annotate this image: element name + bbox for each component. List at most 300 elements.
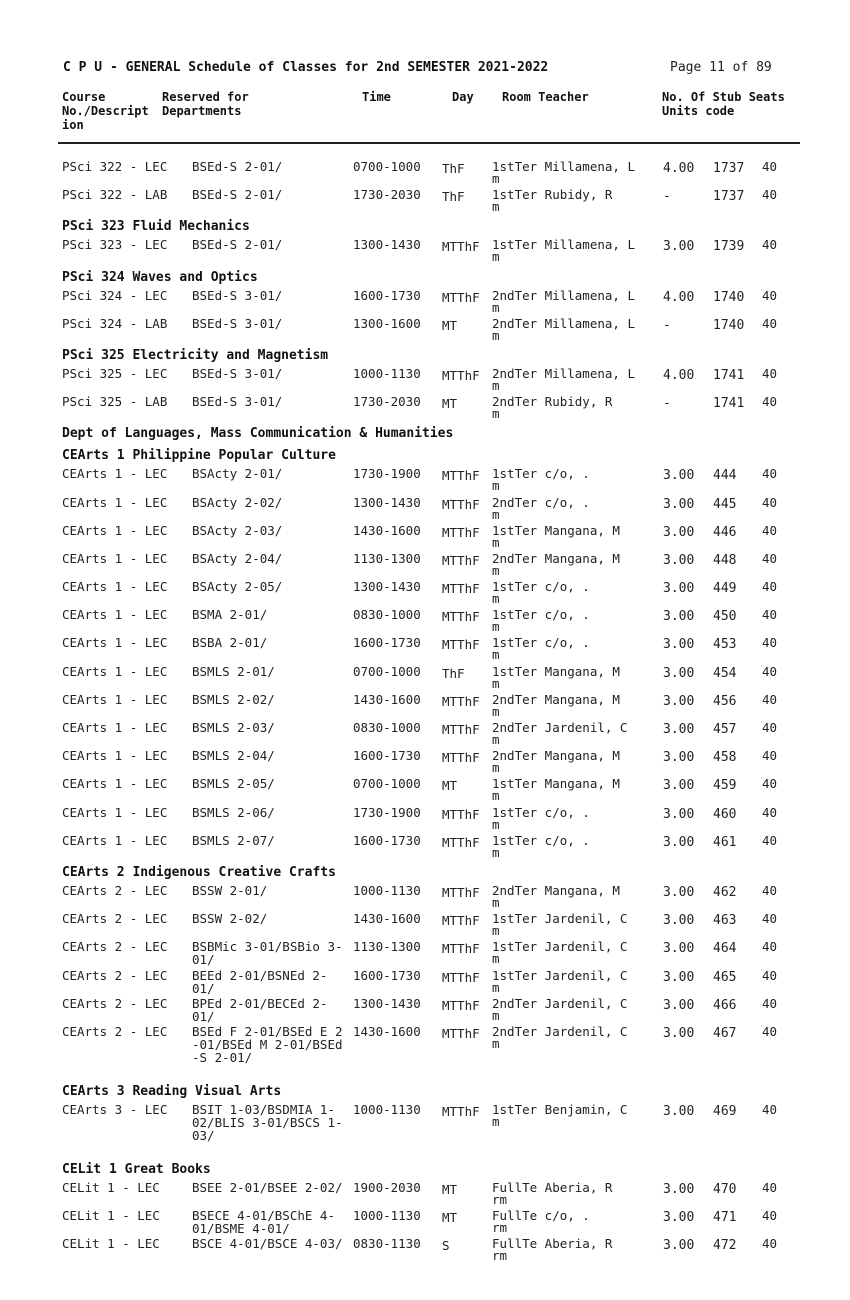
course-cell: CEArts 1 - LEC <box>62 832 168 848</box>
section-heading-text: Dept of Languages, Mass Communication & Humanities <box>62 426 454 442</box>
units-cell: 4.00 <box>663 289 695 305</box>
table-row <box>0 188 850 216</box>
header-day: Day <box>452 90 474 104</box>
reserved-cell: BSEd-S 3-01/ <box>192 287 283 303</box>
room-suffix: m <box>492 760 500 776</box>
time-cell: 1600-1730 <box>353 287 421 303</box>
time-cell: 1000-1130 <box>353 882 421 898</box>
room-teacher-cell: 1stTer Mangana, M <box>492 522 620 538</box>
course-cell: CELit 1 - LEC <box>62 1179 160 1195</box>
room-suffix: m <box>492 951 500 967</box>
time-cell: 1430-1600 <box>353 1023 421 1039</box>
room-teacher-cell: 2ndTer Jardenil, C <box>492 995 628 1011</box>
time-cell: 1300-1430 <box>353 494 421 510</box>
reserved-cell: BSCE 4-01/BSCE 4-03/ <box>192 1236 343 1252</box>
table-row <box>0 1025 850 1081</box>
table-row <box>0 693 850 721</box>
course-cell: CELit 1 - LEC <box>62 1208 160 1224</box>
section-heading <box>0 445 850 467</box>
stub-code-cell: 465 <box>713 969 737 985</box>
table-row <box>0 524 850 552</box>
time-cell: 1130-1300 <box>353 550 421 566</box>
section-heading-text: CELit 1 Great Books <box>62 1161 211 1177</box>
section-heading <box>0 423 850 445</box>
room-suffix: m <box>492 1113 500 1129</box>
room-suffix: m <box>492 506 500 522</box>
stub-code-cell: 453 <box>713 637 737 653</box>
units-cell: 3.00 <box>663 581 695 597</box>
seats-cell: 40 <box>762 776 778 792</box>
stub-code-cell: 446 <box>713 524 737 540</box>
time-cell: 0700-1000 <box>353 776 421 792</box>
section-heading <box>0 862 850 884</box>
table-row <box>0 367 850 395</box>
seats-cell: 40 <box>762 287 778 303</box>
header-reserved: Reserved for Departments <box>162 90 249 118</box>
room-teacher-cell: 2ndTer Mangana, M <box>492 691 620 707</box>
units-cell: 3.00 <box>663 913 695 929</box>
section-heading <box>0 267 850 289</box>
stub-code-cell: 467 <box>713 1025 737 1041</box>
seats-cell: 40 <box>762 522 778 538</box>
day-cell: MTThF <box>442 609 480 625</box>
day-cell: MTThF <box>442 913 480 929</box>
reserved-cell: BSEd-S 3-01/ <box>192 315 283 331</box>
day-cell: ThF <box>442 161 465 176</box>
room-teacher-cell: 2ndTer c/o, . <box>492 494 590 510</box>
table-row <box>0 749 850 777</box>
course-cell: PSci 324 - LAB <box>62 315 168 331</box>
course-cell: CEArts 1 - LEC <box>62 776 168 792</box>
room-teacher-cell: 1stTer Benjamin, C <box>492 1101 628 1117</box>
course-cell: CEArts 1 - LEC <box>62 720 168 735</box>
seats-cell: 40 <box>762 832 778 848</box>
stub-code-cell: 1740 <box>713 317 745 333</box>
course-cell: CEArts 3 - LEC <box>62 1101 168 1117</box>
units-cell: 3.00 <box>663 834 695 850</box>
room-teacher-cell: 1stTer Jardenil, C <box>492 939 628 955</box>
time-cell: 1430-1600 <box>353 522 421 538</box>
schedule-table <box>0 160 850 1265</box>
seats-cell: 40 <box>762 466 778 482</box>
stub-code-cell: 460 <box>713 806 737 822</box>
reserved-cell: BPEd 2-01/BECEd 2- 01/ <box>192 995 328 1024</box>
table-row <box>0 1181 850 1209</box>
units-cell: 3.00 <box>663 969 695 985</box>
seats-cell: 40 <box>762 804 778 820</box>
course-cell: CEArts 1 - LEC <box>62 466 168 482</box>
stub-code-cell: 454 <box>713 665 737 681</box>
course-cell: PSci 322 - LEC <box>62 159 168 174</box>
course-cell: CEArts 2 - LEC <box>62 1023 168 1039</box>
stub-code-cell: 464 <box>713 941 737 957</box>
section-heading-text: PSci 325 Electricity and Magnetism <box>62 347 329 363</box>
stub-code-cell: 1739 <box>713 239 745 255</box>
room-teacher-cell: 2ndTer Jardenil, C <box>492 1023 628 1039</box>
seats-cell: 40 <box>762 748 778 764</box>
stub-code-cell: 449 <box>713 581 737 597</box>
section-heading-text: PSci 324 Waves and Optics <box>62 269 258 285</box>
time-cell: 1300-1430 <box>353 995 421 1011</box>
room-teacher-cell: 2ndTer Mangana, M <box>492 748 620 764</box>
room-suffix: rm <box>492 1191 508 1207</box>
reserved-cell: BSEd-S 2-01/ <box>192 159 283 174</box>
course-cell: CEArts 1 - LEC <box>62 494 168 510</box>
reserved-cell: BSMA 2-01/ <box>192 607 268 623</box>
room-teacher-cell: 2ndTer Millamena, L <box>492 365 635 381</box>
room-suffix: m <box>492 171 500 186</box>
table-row <box>0 317 850 345</box>
day-cell: MTThF <box>442 468 480 484</box>
room-teacher-cell: 2ndTer Mangana, M <box>492 550 620 566</box>
room-suffix: m <box>492 377 500 393</box>
seats-cell: 40 <box>762 663 778 679</box>
course-cell: CEArts 2 - LEC <box>62 939 168 955</box>
day-cell: MTThF <box>442 941 480 957</box>
room-suffix: rm <box>492 1220 508 1236</box>
table-row <box>0 884 850 912</box>
room-suffix: m <box>492 478 500 494</box>
room-teacher-cell: 1stTer Jardenil, C <box>492 967 628 983</box>
time-cell: 1130-1300 <box>353 939 421 955</box>
header-room-teacher: Room Teacher <box>502 90 589 104</box>
time-cell: 1730-2030 <box>353 187 421 203</box>
stub-code-cell: 444 <box>713 468 737 484</box>
seats-cell: 40 <box>762 579 778 595</box>
reserved-cell: BSActy 2-05/ <box>192 579 283 595</box>
section-heading-text: CEArts 1 Philippine Popular Culture <box>62 448 336 464</box>
day-cell: MTThF <box>442 496 480 512</box>
day-cell: MTThF <box>442 969 480 985</box>
day-cell: MT <box>442 778 458 794</box>
reserved-cell: BSMLS 2-02/ <box>192 691 275 707</box>
time-cell: 1600-1730 <box>353 832 421 848</box>
course-cell: CEArts 1 - LEC <box>62 663 168 679</box>
room-suffix: m <box>492 844 500 860</box>
units-cell: 3.00 <box>663 1238 695 1254</box>
course-cell: PSci 323 - LEC <box>62 237 168 253</box>
time-cell: 1430-1600 <box>353 691 421 707</box>
seats-cell: 40 <box>762 365 778 381</box>
day-cell: MT <box>442 317 458 333</box>
units-cell: 3.00 <box>663 1103 695 1119</box>
room-suffix: m <box>492 199 500 215</box>
room-teacher-cell: FullTe Aberia, R <box>492 1236 613 1252</box>
units-cell: - <box>663 396 671 412</box>
day-cell: MTThF <box>442 239 480 255</box>
stub-code-cell: 472 <box>713 1238 737 1254</box>
room-suffix: m <box>492 703 500 719</box>
seats-cell: 40 <box>762 159 778 174</box>
stub-code-cell: 456 <box>713 693 737 709</box>
reserved-cell: BSMLS 2-05/ <box>192 776 275 792</box>
room-suffix: m <box>492 619 500 635</box>
stub-code-cell: 1737 <box>713 189 745 205</box>
room-suffix: m <box>492 788 500 804</box>
reserved-cell: BSIT 1-03/BSDMIA 1- 02/BLIS 3-01/BSCS 1- 03/ <box>192 1101 343 1143</box>
reserved-cell: BSBMic 3-01/BSBio 3- 01/ <box>192 939 343 968</box>
course-cell: PSci 324 - LEC <box>62 287 168 303</box>
header-course: Course No./Descript ion <box>62 90 149 132</box>
day-cell: MT <box>442 1181 458 1197</box>
day-cell: MTThF <box>442 289 480 305</box>
day-cell: MTThF <box>442 806 480 822</box>
stub-code-cell: 448 <box>713 552 737 568</box>
time-cell: 1430-1600 <box>353 911 421 927</box>
course-cell: CEArts 2 - LEC <box>62 967 168 983</box>
stub-code-cell: 1741 <box>713 367 745 383</box>
room-teacher-cell: 1stTer Rubidy, R <box>492 187 613 203</box>
day-cell: MTThF <box>442 750 480 766</box>
course-cell: CEArts 2 - LEC <box>62 882 168 898</box>
room-suffix: m <box>492 1035 500 1051</box>
header-units-stub-seats: No. Of Stub Seats Units code <box>662 90 785 118</box>
reserved-cell: BSMLS 2-04/ <box>192 748 275 764</box>
units-cell: 4.00 <box>663 367 695 383</box>
reserved-cell: BSActy 2-04/ <box>192 550 283 566</box>
reserved-cell: BSMLS 2-03/ <box>192 720 275 735</box>
room-teacher-cell: 1stTer Millamena, L <box>492 159 635 174</box>
time-cell: 1300-1430 <box>353 579 421 595</box>
course-cell: CEArts 1 - LEC <box>62 691 168 707</box>
room-suffix: m <box>492 1007 500 1023</box>
time-cell: 0700-1000 <box>353 159 421 174</box>
room-teacher-cell: 1stTer c/o, . <box>492 607 590 623</box>
day-cell: MT <box>442 1210 458 1226</box>
stub-code-cell: 466 <box>713 997 737 1013</box>
seats-cell: 40 <box>762 967 778 983</box>
room-teacher-cell: 2ndTer Mangana, M <box>492 882 620 898</box>
time-cell: 1600-1730 <box>353 967 421 983</box>
table-row <box>0 940 850 968</box>
table-row <box>0 580 850 608</box>
table-row <box>0 636 850 664</box>
stub-code-cell: 458 <box>713 750 737 766</box>
reserved-cell: BSSW 2-02/ <box>192 911 268 927</box>
units-cell: 3.00 <box>663 778 695 794</box>
time-cell: 0830-1000 <box>353 720 421 735</box>
time-cell: 1000-1130 <box>353 1101 421 1117</box>
reserved-cell: BSECE 4-01/BSChE 4- 01/BSME 4-01/ <box>192 1208 335 1237</box>
seats-cell: 40 <box>762 550 778 566</box>
page-title: C P U - GENERAL Schedule of Classes for 2nd SEMESTER 2021-2022 <box>63 60 549 75</box>
table-row <box>0 467 850 495</box>
seats-cell: 40 <box>762 911 778 927</box>
section-heading-text: CEArts 2 Indigenous Creative Crafts <box>62 864 336 880</box>
reserved-cell: BSActy 2-02/ <box>192 494 283 510</box>
day-cell: MTThF <box>442 722 480 737</box>
course-cell: CEArts 1 - LEC <box>62 748 168 764</box>
units-cell: 3.00 <box>663 750 695 766</box>
header-time: Time <box>362 90 391 104</box>
time-cell: 1000-1130 <box>353 365 421 381</box>
time-cell: 1730-1900 <box>353 804 421 820</box>
room-suffix: m <box>492 979 500 995</box>
day-cell: MTThF <box>442 834 480 850</box>
room-suffix: m <box>492 591 500 607</box>
day-cell: MTThF <box>442 524 480 540</box>
units-cell: 3.00 <box>663 884 695 900</box>
time-cell: 0830-1000 <box>353 607 421 623</box>
table-row <box>0 552 850 580</box>
reserved-cell: BSEd F 2-01/BSEd E 2 -01/BSEd M 2-01/BSEd -S 2-01/ <box>192 1023 343 1065</box>
room-suffix: m <box>492 249 500 265</box>
room-suffix: m <box>492 675 500 691</box>
section-heading <box>0 1159 850 1181</box>
units-cell: 3.00 <box>663 941 695 957</box>
table-row <box>0 969 850 997</box>
reserved-cell: BSActy 2-01/ <box>192 466 283 482</box>
table-row <box>0 395 850 423</box>
seats-cell: 40 <box>762 939 778 955</box>
room-teacher-cell: 1stTer Mangana, M <box>492 776 620 792</box>
seats-cell: 40 <box>762 995 778 1011</box>
stub-code-cell: 445 <box>713 496 737 512</box>
time-cell: 1730-2030 <box>353 394 421 410</box>
section-heading-text: CEArts 3 Reading Visual Arts <box>62 1083 282 1099</box>
units-cell: - <box>663 189 671 205</box>
units-cell: 3.00 <box>663 239 695 255</box>
room-teacher-cell: 1stTer c/o, . <box>492 466 590 482</box>
day-cell: MTThF <box>442 884 480 900</box>
units-cell: 3.00 <box>663 637 695 653</box>
time-cell: 1300-1430 <box>353 237 421 253</box>
stub-code-cell: 469 <box>713 1103 737 1119</box>
stub-code-cell: 463 <box>713 913 737 929</box>
day-cell: MTThF <box>442 637 480 653</box>
units-cell: 3.00 <box>663 1181 695 1197</box>
stub-code-cell: 1741 <box>713 396 745 412</box>
day-cell: S <box>442 1238 450 1254</box>
stub-code-cell: 1737 <box>713 161 745 176</box>
time-cell: 1000-1130 <box>353 1208 421 1224</box>
day-cell: ThF <box>442 189 465 205</box>
units-cell: 4.00 <box>663 161 695 176</box>
reserved-cell: BSEE 2-01/BSEE 2-02/ <box>192 1179 343 1195</box>
units-cell: 3.00 <box>663 997 695 1013</box>
table-row <box>0 997 850 1025</box>
reserved-cell: BSEd-S 3-01/ <box>192 365 283 381</box>
time-cell: 1600-1730 <box>353 748 421 764</box>
course-cell: CEArts 1 - LEC <box>62 635 168 651</box>
table-row <box>0 777 850 805</box>
section-heading <box>0 345 850 367</box>
room-teacher-cell: 1stTer Jardenil, C <box>492 911 628 927</box>
units-cell: 3.00 <box>663 806 695 822</box>
course-cell: CELit 1 - LEC <box>62 1236 160 1252</box>
room-suffix: rm <box>492 1248 508 1264</box>
room-teacher-cell: 1stTer c/o, . <box>492 579 590 595</box>
day-cell: MTThF <box>442 1103 480 1119</box>
stub-code-cell: 461 <box>713 834 737 850</box>
time-cell: 1900-2030 <box>353 1179 421 1195</box>
table-row <box>0 289 850 317</box>
time-cell: 1600-1730 <box>353 635 421 651</box>
units-cell: - <box>663 317 671 333</box>
table-row <box>0 665 850 693</box>
stub-code-cell: 457 <box>713 722 737 737</box>
stub-code-cell: 471 <box>713 1210 737 1226</box>
stub-code-cell: 450 <box>713 609 737 625</box>
units-cell: 3.00 <box>663 524 695 540</box>
seats-cell: 40 <box>762 720 778 735</box>
seats-cell: 40 <box>762 1023 778 1039</box>
seats-cell: 40 <box>762 494 778 510</box>
reserved-cell: BSEd-S 2-01/ <box>192 237 283 253</box>
room-suffix: m <box>492 732 500 747</box>
course-cell: CEArts 2 - LEC <box>62 995 168 1011</box>
units-cell: 3.00 <box>663 722 695 737</box>
day-cell: MTThF <box>442 581 480 597</box>
room-teacher-cell: 1stTer Mangana, M <box>492 663 620 679</box>
course-cell: PSci 325 - LEC <box>62 365 168 381</box>
table-row <box>0 608 850 636</box>
room-suffix: m <box>492 816 500 832</box>
seats-cell: 40 <box>762 607 778 623</box>
seats-cell: 40 <box>762 187 778 203</box>
day-cell: MTThF <box>442 693 480 709</box>
day-cell: MTThF <box>442 367 480 383</box>
stub-code-cell: 462 <box>713 884 737 900</box>
day-cell: ThF <box>442 665 465 681</box>
room-teacher-cell: 1stTer c/o, . <box>492 635 590 651</box>
room-teacher-cell: 2ndTer Rubidy, R <box>492 394 613 410</box>
day-cell: MTThF <box>442 1025 480 1041</box>
room-suffix: m <box>492 534 500 550</box>
seats-cell: 40 <box>762 1236 778 1252</box>
reserved-cell: BSEd-S 3-01/ <box>192 394 283 410</box>
room-suffix: m <box>492 562 500 578</box>
course-cell: PSci 322 - LAB <box>62 187 168 203</box>
page-number: Page 11 of 89 <box>670 60 772 75</box>
seats-cell: 40 <box>762 1208 778 1224</box>
table-row <box>0 1209 850 1237</box>
reserved-cell: BSEd-S 2-01/ <box>192 187 283 203</box>
units-cell: 3.00 <box>663 665 695 681</box>
day-cell: MTThF <box>442 552 480 568</box>
time-cell: 1730-1900 <box>353 466 421 482</box>
seats-cell: 40 <box>762 635 778 651</box>
course-cell: CEArts 1 - LEC <box>62 607 168 623</box>
units-cell: 3.00 <box>663 693 695 709</box>
table-row <box>0 1237 850 1265</box>
units-cell: 3.00 <box>663 496 695 512</box>
course-cell: CEArts 1 - LEC <box>62 550 168 566</box>
section-heading <box>0 216 850 238</box>
room-suffix: m <box>492 406 500 422</box>
room-teacher-cell: 2ndTer Millamena, L <box>492 287 635 303</box>
time-cell: 0700-1000 <box>353 663 421 679</box>
seats-cell: 40 <box>762 691 778 707</box>
room-teacher-cell: 2ndTer Millamena, L <box>492 315 635 331</box>
table-row <box>0 1103 850 1159</box>
table-row <box>0 160 850 188</box>
units-cell: 3.00 <box>663 468 695 484</box>
course-cell: CEArts 2 - LEC <box>62 911 168 927</box>
seats-cell: 40 <box>762 237 778 253</box>
time-cell: 1300-1600 <box>353 315 421 331</box>
room-suffix: m <box>492 327 500 343</box>
seats-cell: 40 <box>762 882 778 898</box>
table-row <box>0 238 850 266</box>
header-divider <box>58 142 800 144</box>
units-cell: 3.00 <box>663 552 695 568</box>
seats-cell: 40 <box>762 315 778 331</box>
reserved-cell: BEEd 2-01/BSNEd 2- 01/ <box>192 967 328 996</box>
room-teacher-cell: FullTe c/o, . <box>492 1208 590 1224</box>
section-heading <box>0 1081 850 1103</box>
room-suffix: m <box>492 894 500 910</box>
